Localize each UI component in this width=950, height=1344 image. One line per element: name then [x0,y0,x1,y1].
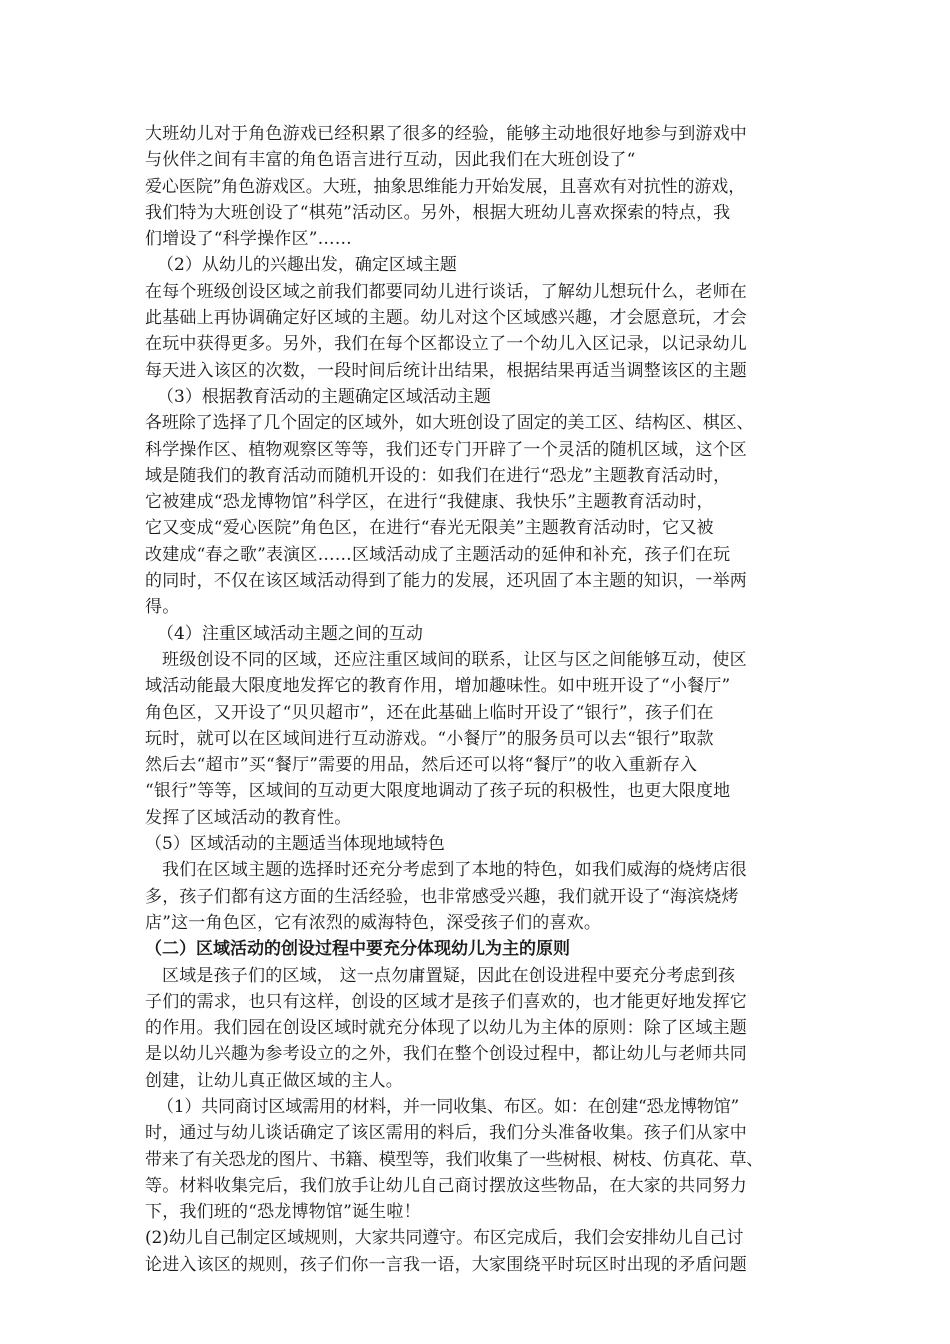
text-line: 我们特为大班创设了“棋苑”活动区。另外，根据大班幼儿喜欢探索的特点，我 [145,202,731,223]
text-line: 班级创设不同的区域，还应注重区域间的联系，让区与区之间能够互动，使区 [162,649,747,670]
text-line: “银行”等等，区域间的互动更大限度地调动了孩子玩的积极性，也更大限度地 [145,781,731,802]
text-line: 的同时，不仅在该区域活动得到了能力的发展，还巩固了本主题的知识，一举两 [145,571,747,592]
text-line: 角色区，又开设了“贝贝超市”，还在此基础上临时开设了“银行”，孩子们在 [145,702,714,723]
text-line: （4）注重区域活动主题之间的互动 [157,623,423,644]
text-line: 域是随我们的教育活动而随机开设的：如我们在进行“恐龙”主题教育活动时， [145,465,731,486]
text-line: 大班幼儿对于角色游戏已经积累了很多的经验，能够主动地很好地参与到游戏中 [145,124,747,144]
text-line: 与伙伴之间有丰富的角色语言进行互动，因此我们在大班创设了“ [145,150,636,171]
text-line: 它又变成“爱心医院”角色区，在进行“春光无限美”主题教育活动时，它又被 [145,518,714,539]
text-line: 它被建成“恐龙博物馆”科学区，在进行“我健康、我快乐”主题教育活动时， [145,492,714,513]
text-line: 我们在区域主题的选择时还充分考虑到了本地的特色，如我们威海的烧烤店很 [162,860,747,881]
text-line: 爱心医院”角色游戏区。大班，抽象思维能力开始发展，且喜欢有对抗性的游戏， [145,176,746,197]
text-line: (2)幼儿自己制定区域规则，大家共同遵守。布区完成后，我们会安排幼儿自己讨 [145,1228,744,1249]
text-line: 域活动能最大限度地发挥它的教育作用，增加趣味性。如中班开设了“小餐厅” [145,676,731,697]
text-line: 在玩中获得更多。另外，我们在每个区都设立了一个幼儿入区记录，以记录幼儿 [145,334,747,355]
text-line: 得。 [145,597,180,618]
text-line: 然后去“超市”买“餐厅”需要的用品，然后还可以将“餐厅”的收入重新存入 [145,755,698,776]
text-line: 各班除了选择了几个固定的区域外，如大班创设了固定的美工区、结构区、棋区、 [145,413,754,434]
text-line: （2）从幼儿的兴趣出发，确定区域主题 [157,255,457,276]
section-heading: （二）区域活动的创设过程中要充分体现幼儿为主的原则 [145,939,570,960]
text-line: 每天进入该区的次数，一段时间后统计出结果，根据结果再适当调整该区的主题 [145,360,747,381]
text-line: （5）区域活动的主题适当体现地域特色 [145,834,445,855]
text-line: 科学操作区、植物观察区等等，我们还专门开辟了一个灵活的随机区域，这个区 [145,439,747,460]
text-line: （1）共同商讨区域需用的材料，并一同收集、布区。如：在创建“恐龙博物馆” [157,1096,739,1117]
text-line: （3）根据教育活动的主题确定区域活动主题 [157,386,491,407]
text-line: 改建成“春之歌”表演区……区域活动成了主题活动的延伸和补充，孩子们在玩 [145,544,731,565]
text-line: 多，孩子们都有这方面的生活经验，也非常感受兴趣，我们就开设了“海滨烧烤 [145,886,739,907]
text-line: 论进入该区的规则，孩子们你一言我一语，大家围绕平时玩区时出现的矛盾问题 [145,1254,747,1275]
text-line: 时，通过与幼儿谈话确定了该区需用的料后，我们分头准备收集。孩子们从家中 [145,1123,747,1144]
text-line: 创建，让幼儿真正做区域的主人。 [145,1070,403,1091]
text-line: 等。材料收集完后，我们放手让幼儿自己商讨摆放这些物品，在大家的共同努力 [145,1175,747,1196]
text-line: 玩时，就可以在区域间进行互动游戏。“小餐厅”的服务员可以去“银行”取款 [145,728,714,749]
text-line: 的作用。我们园在创设区域时就充分体现了以幼儿为主体的原则：除了区域主题 [145,1018,747,1039]
text-line: 发挥了区域活动的教育性。 [145,807,352,828]
text-line: 带来了有关恐龙的图片、书籍、模型等，我们收集了一些树根、树枝、仿真花、草、 [145,1149,763,1170]
text-line: 区域是孩子们的区域， 这一点勿庸置疑，因此在创设进程中要充分考虑到孩 [162,965,736,986]
text-line: 下，我们班的“恐龙博物馆”诞生啦！ [145,1202,421,1223]
text-line: 们增设了“科学操作区”…… [145,229,352,250]
text-line: 在每个班级创设区域之前我们都要同幼儿进行谈话，了解幼儿想玩什么，老师在 [145,281,747,302]
text-line: 此基础上再协调确定好区域的主题。幼儿对这个区域感兴趣，才会愿意玩，才会 [145,308,747,329]
text-line: 是以幼儿兴趣为参考设立的之外，我们在整个创设过程中，都让幼儿与老师共同 [145,1044,747,1065]
document-page [145,121,812,1278]
text-line: 子们的需求，也只有这样，创设的区域才是孩子们喜欢的，也才能更好地发挥它 [145,991,747,1012]
text-line: 店”这一角色区，它有浓烈的威海特色，深受孩子们的喜欢。 [145,912,602,933]
